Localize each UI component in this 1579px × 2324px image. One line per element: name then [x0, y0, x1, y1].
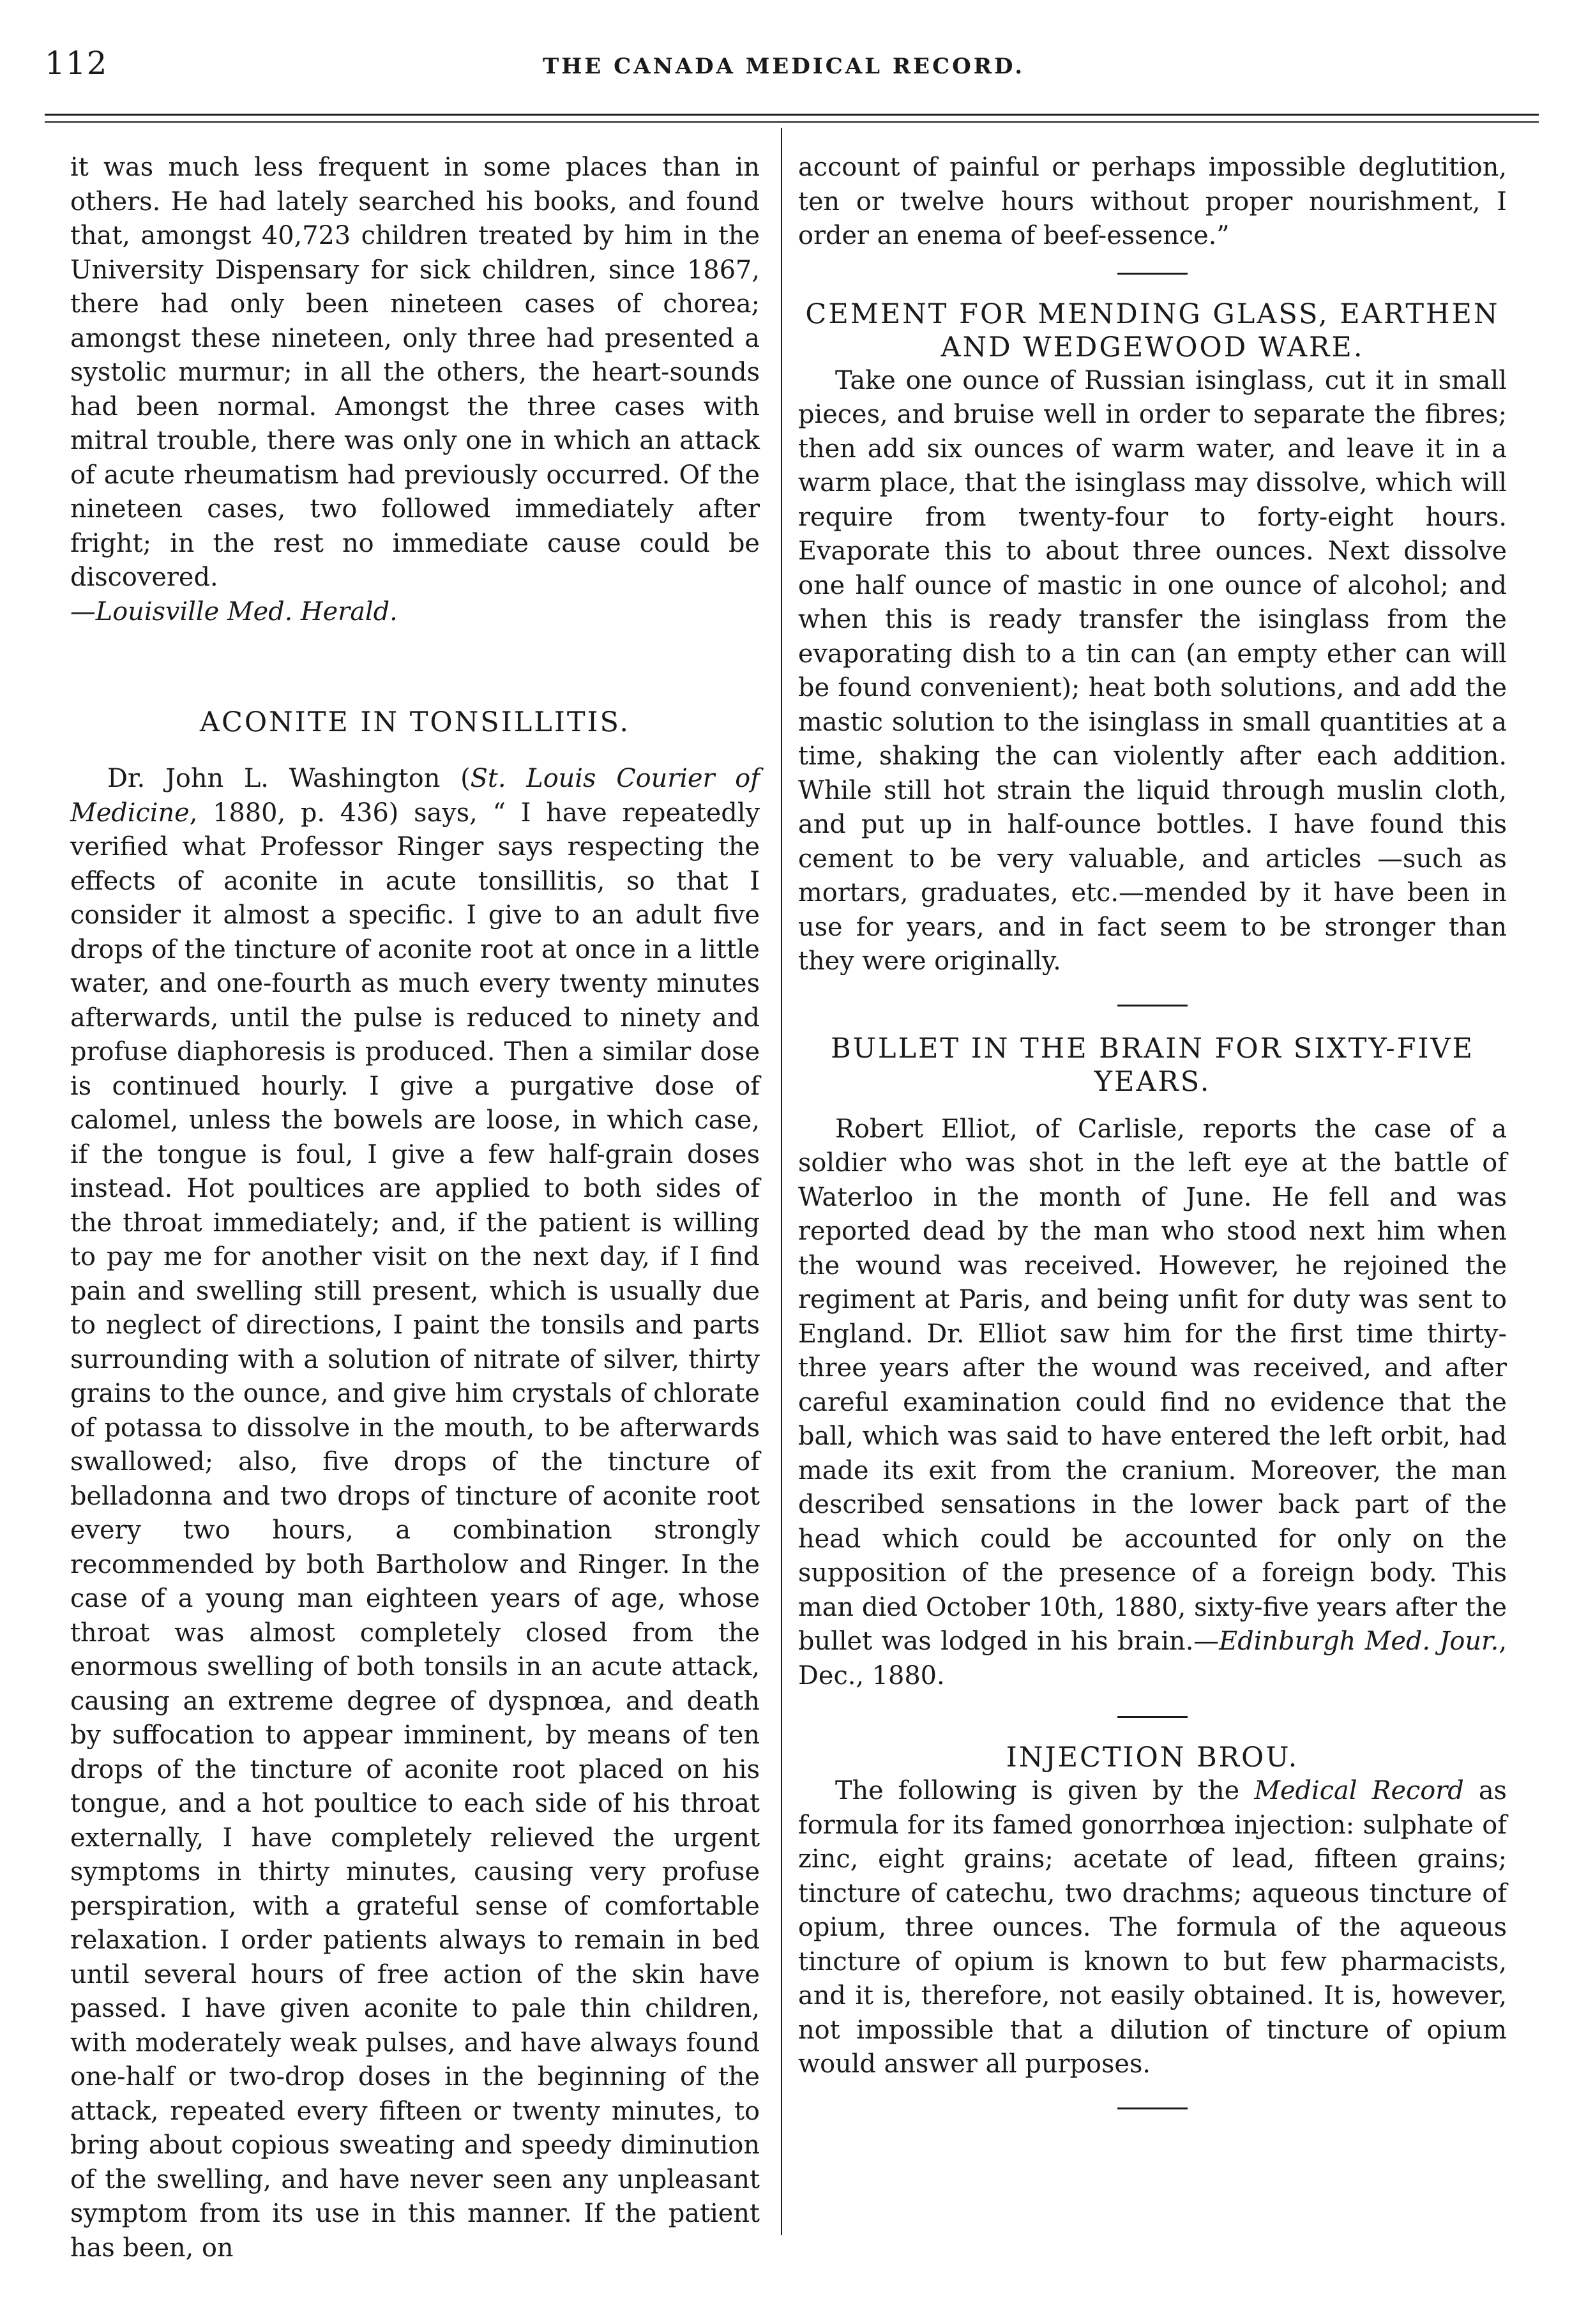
- bullet-source-journal: —Edinburgh Med. Jour.: [1193, 1627, 1499, 1656]
- injection-journal: Medical Record: [1254, 1776, 1464, 1805]
- column-divider: [781, 128, 782, 2235]
- left-column: [70, 151, 760, 2265]
- aconite-continuation: account of painful or perhaps impossible deglutition, ten or twelve hours without proper nourishment, I order an enema of beef-essence.”: [798, 153, 1507, 250]
- chorea-continuation-text: it was much less frequent in some places than in others. He had lately searched his books, and found that, amongst 40,723 children treated by him in the University Dispensary for sick children, since 1867, there had only been nineteen cases of chorea; amongst these nineteen, only three had presented a systolic murmur; in all the others, the heart-sounds had been normal. Amongst the three cases with mitral trouble, there was only one in which an attack of acute rheumatism had previously occurred. Of the nineteen cases, two followed immediately after fright; in the rest no immediate cause could be discovered.: [70, 153, 760, 592]
- bullet-source-date: , Dec., 1880.: [798, 1627, 1507, 1690]
- header-rule-secondary: [45, 121, 1539, 123]
- injection-body: [798, 1774, 1507, 2082]
- bullet-body: [798, 1113, 1507, 1694]
- injection-text: as formula for its famed gonorrhœa injection: sulphate of zinc, eight grains; acetate of lead, fifteen grains; tincture of catechu, two drachms; aqueous tincture of opium, three ounces. The formula of the aqueous tincture of opium is known to but few pharmacists, and it is, therefore, not easily obtained. It is, however, not impossible that a dilution of tincture of opium would answer all purposes.: [798, 1776, 1507, 2079]
- aconite-citation-journal: St. Louis Courier of Medicine: [70, 764, 760, 828]
- cement-heading: CEMENT FOR MENDING GLASS, EARTHEN AND WEDGEWOOD WARE.: [805, 298, 1500, 363]
- header-rule: [45, 114, 1539, 116]
- aconite-text: , 1880, p. 436) says, “ I have repeatedly verified what Professor Ringer says respecting the effects of aconite in acute tonsillitis, so that I consider it almost a specific. I give to an adult five drops of the tincture of aconite root at once in a little water, and one-fourth as much every twenty minutes afterwards, until the pulse is reduced to ninety and profuse diaphoresis is produced. Then a similar dose is continued hourly. I give a purgative dose of calomel, unless the bowels are loose, in which case, if the tongue is foul, I give a few half-grain doses instead. Hot poultices are applied to both sides of the throat immediately; and, if the patient is willing to pay me for another visit on the next day, if I find pain and swelling still present, which is usually due to neglect of directions, I paint the tonsils and parts surrounding with a solution of nitrate of silver, thirty grains to the ounce, and give him crystals of chlorate of potassa to dissolve in the mouth, to be afterwards swallowed; also, five drops of the tincture of belladonna and two drops of tincture of aconite root every two hours, a combination strongly recommended by both Bartholow and Ringer. In the case of a young man eighteen years of age, whose throat was almost completely closed from the enormous swelling of both tonsils in an acute attack, causing an extreme degree of dyspnœa, and death by suffocation to appear imminent, by means of ten drops of the tincture of aconite root placed on his tongue, and a hot poultice to each side of his throat externally, I have completely relieved the urgent symptoms in thirty minutes, causing very profuse perspiration, with a grateful sense of comfortable relaxation. I order patients always to remain in bed until several hours of free action of the skin have passed. I have given aconite to pale thin children, with moderately weak pulses, and have always found one-half or two-drop doses in the beginning of the attack, repeated every fifteen or twenty minutes, to bring about copious sweating and speedy diminution of the swelling, and have never seen any unpleasant symptom from its use in this manner. If the patient has been, on: [70, 798, 760, 2263]
- chorea-continuation: [70, 151, 760, 629]
- injection-heading: INJECTION BROU.: [1006, 1742, 1299, 1773]
- right-column: [798, 151, 1507, 2109]
- page-header: [45, 45, 1552, 96]
- injection-lead: The following is given by the: [835, 1776, 1255, 1805]
- bullet-heading: BULLET IN THE BRAIN FOR SIXTY-FIVE YEARS.: [831, 1032, 1474, 1098]
- aconite-body: [70, 762, 760, 2265]
- running-title: THE CANADA MEDICAL RECORD.: [543, 54, 1025, 79]
- bullet-text: Robert Elliot, of Carlisle, reports the case of a soldier who was shot in the left eye at the battle of Waterloo in the month of June. He fell and was reported dead by the man who stood next him when the wound was received. However, he rejoined the regiment at Paris, and being unfit for duty was sent to England. Dr. Elliot saw him for the first time thirty-three years after the wound was received, and after careful examination could find no evidence that the ball, which was said to have entered the left orbit, had made its exit from the cranium. Moreover, the man described sensations in the lower back part of the head which could be accounted for only on the supposition of the presence of a foreign body. This man died October 10th, 1880, sixty-five years after the bullet was lodged in his brain.: [798, 1114, 1507, 1656]
- cement-body: Take one ounce of Russian isinglass, cut it in small pieces, and bruise well in order to separate the fibres; then add six ounces of warm water, and leave it in a warm place, that the isinglass may dissolve, which will require from twenty-four to forty-eight hours. Evaporate this to about three ounces. Next dissolve one half ounce of mastic in one ounce of alcohol; and when this is ready transfer the isinglass from the evaporating dish to a tin can (an empty ether can will be found convenient); heat both solutions, and add the mastic solution to the isinglass in small quantities at a time, shaking the can violently after each addition. While still hot strain the liquid through muslin cloth, and put up in half-ounce bottles. I have found this cement to be very valuable, and articles —such as mortars, graduates, etc.—mended by it have been in use for years, and in fact seem to be stronger than they were originally.: [798, 365, 1507, 976]
- section-rule: [1117, 2108, 1188, 2109]
- chorea-source: —Louisville Med. Herald.: [70, 596, 398, 627]
- aconite-heading: ACONITE IN TONSILLITIS.: [199, 706, 631, 738]
- aconite-lead: Dr. John L. Washington (: [107, 764, 471, 793]
- page-number: 112: [45, 45, 108, 82]
